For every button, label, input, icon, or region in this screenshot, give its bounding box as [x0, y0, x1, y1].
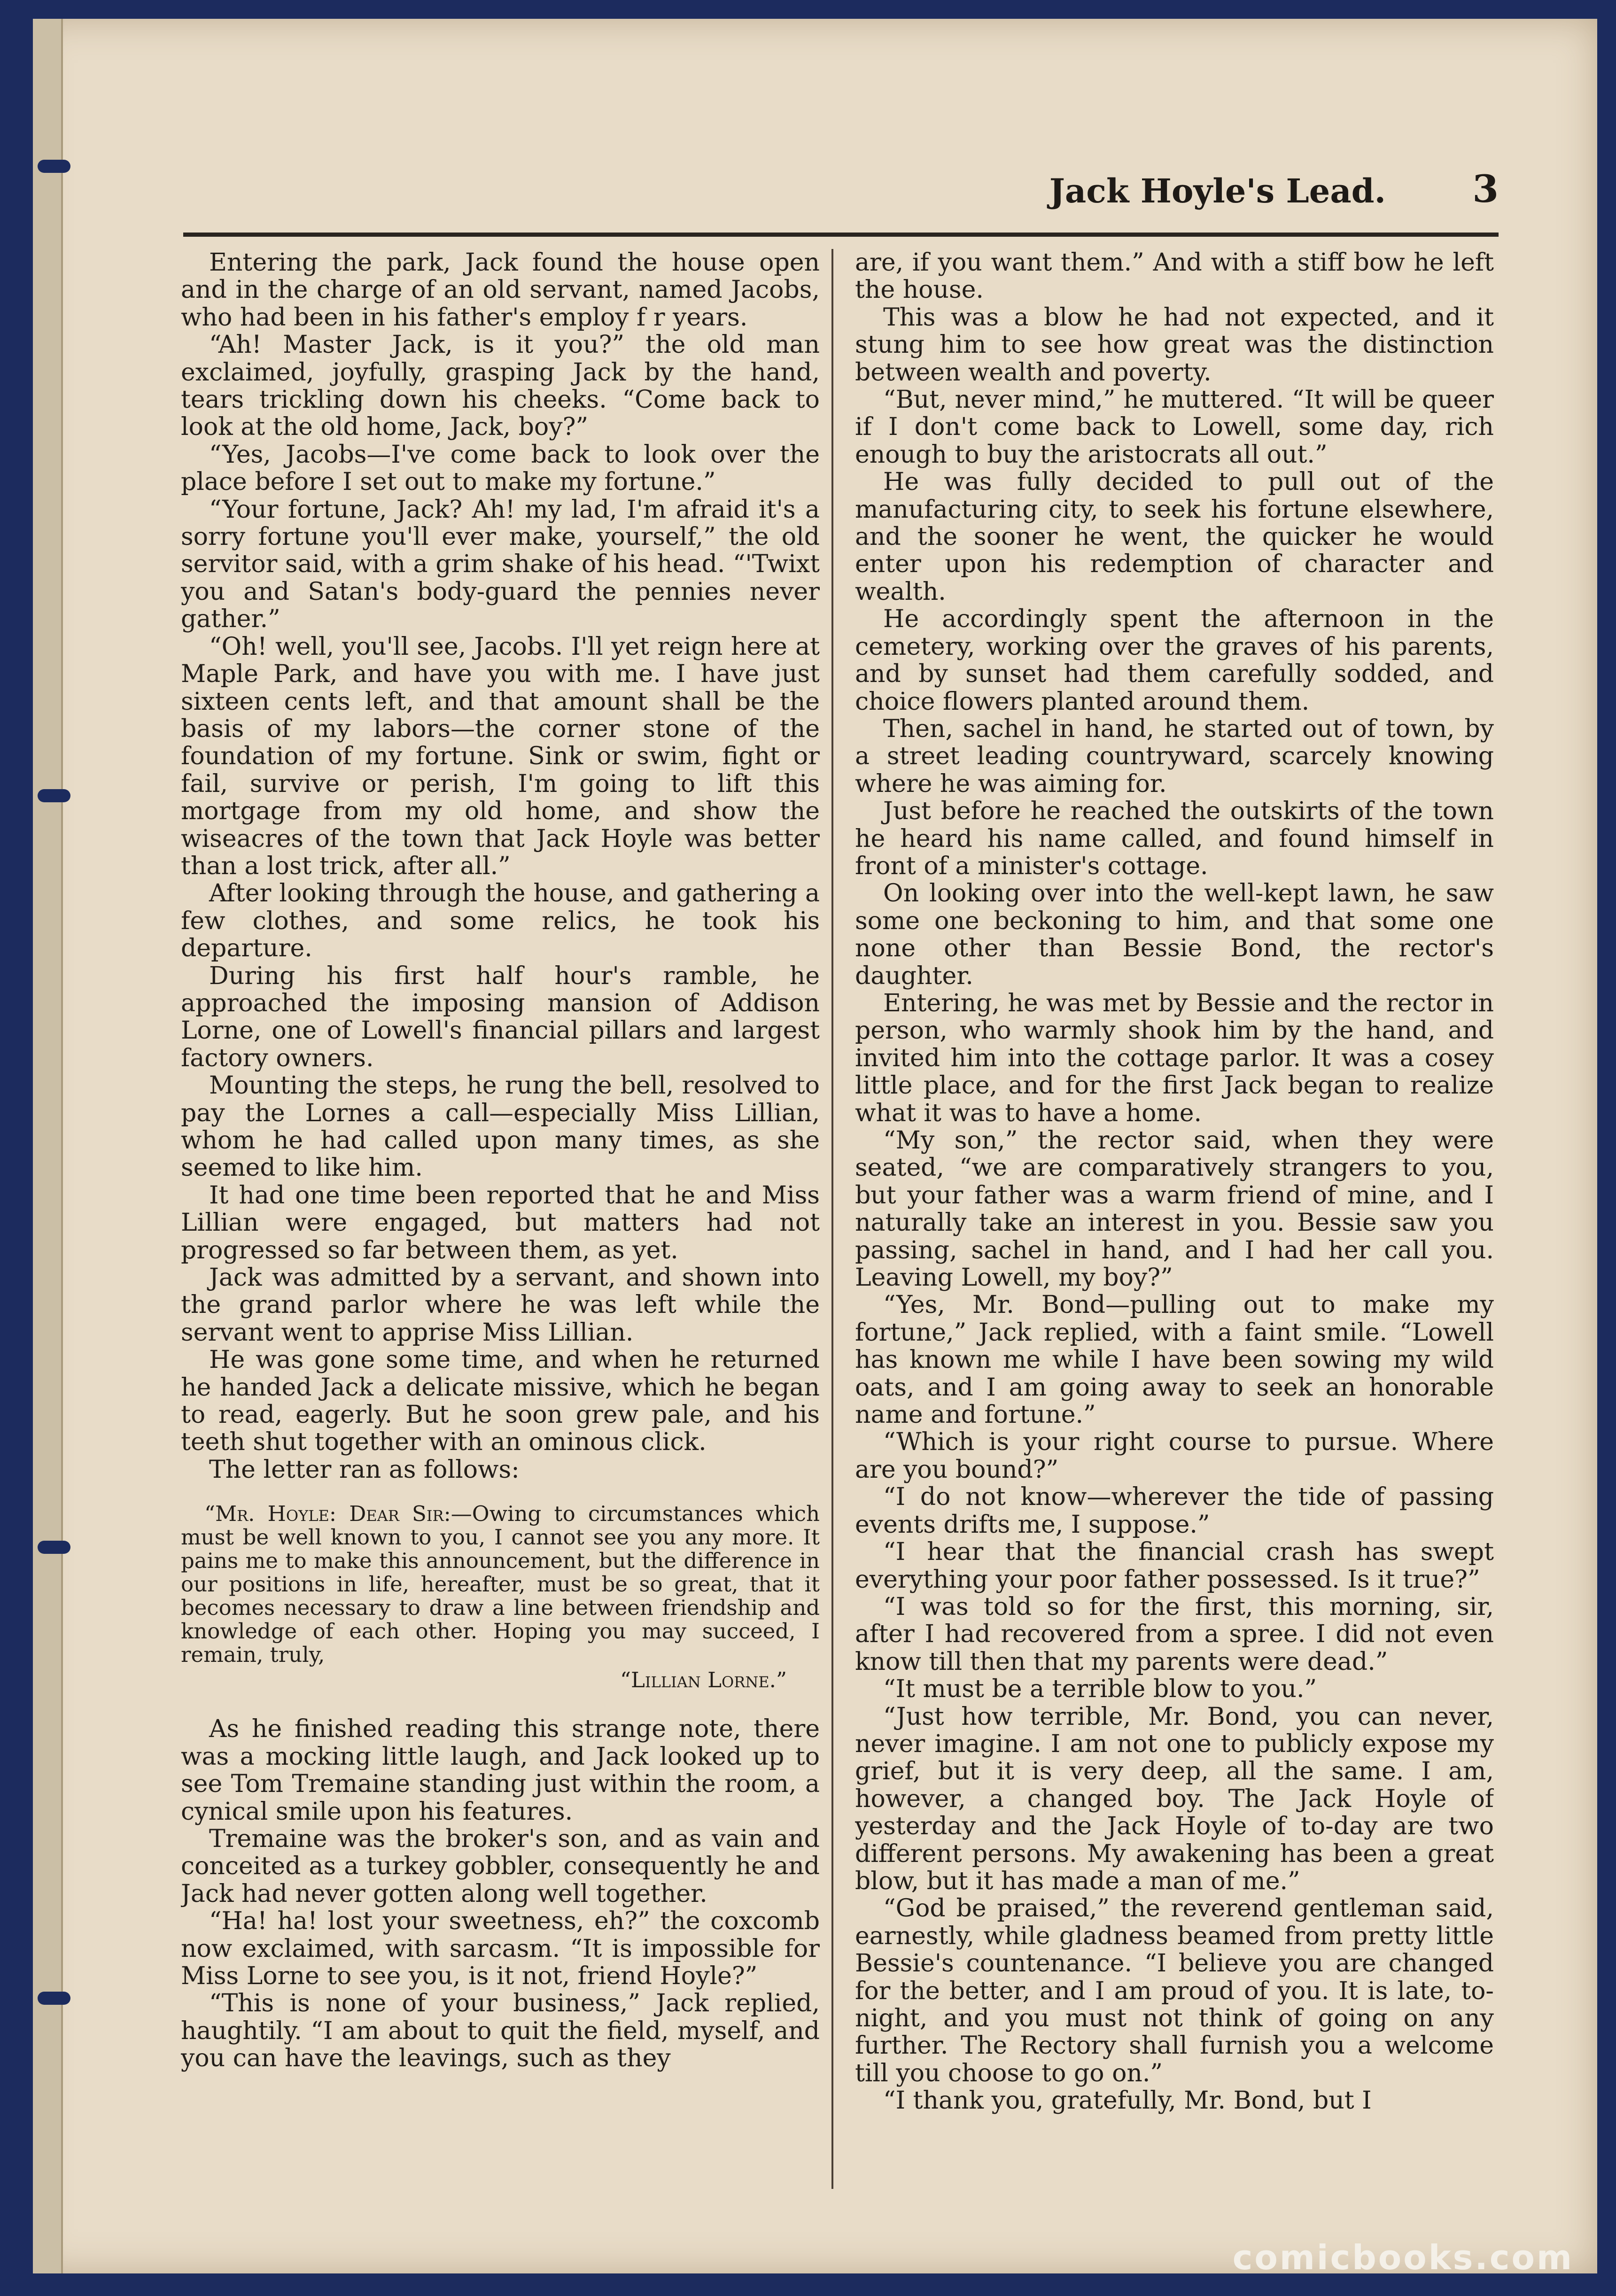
running-title: Jack Hoyle's Lead.	[1049, 171, 1386, 210]
letter-signature: “Lillian Lorne.”	[620, 1668, 787, 1693]
paragraph: “I thank you, gratefully, Mr. Bond, but I	[883, 2087, 1372, 2115]
left-paragraphs-after	[181, 1715, 820, 2072]
paragraph: It had one time been reported that he and Miss Lillian were engaged, but matters had not progressed so far between them, as yet.	[181, 1181, 820, 1264]
binding-stitch	[38, 789, 70, 802]
paragraph: “My son,” the rector said, when they were seated, “we are comparatively strangers to you, but your father was a warm friend of mine, and I naturally take an interest in you. Bessie saw you passing, sachel in hand, and I had her call you. Leaving Lowell, my boy?”	[855, 1126, 1494, 1292]
paragraph: Then, sachel in hand, he started out of town, by a street leading countryward, scarcely knowing where he was aiming for.	[855, 714, 1494, 798]
paragraph: After looking through the house, and gathering a few clothes, and some relics, he took his departure.	[181, 879, 820, 963]
binding-stitch	[38, 1992, 70, 2005]
left-column	[181, 249, 820, 2189]
paragraph: “Just how terrible, Mr. Bond, you can never, never imagine. I am not one to publicly expose my grief, but it is very deep, all the same. I am, however, a changed boy. The Jack Hoyle of yesterday and the Jack Hoyle of to-day are two different persons. My awakening has been a great blow, but it has made a man of me.”	[855, 1702, 1494, 1895]
quoted-letter	[181, 1502, 820, 1692]
paragraph: “God be praised,” the reverend gentleman said, earnestly, while gladness beamed from pretty little Bessie's countenance. “I believe you are changed for the better, and I am proud of you. It is late, to-night, and you must not think of going on any further. The Rectory shall furnish you a welcome till you choose to go on.”	[855, 1894, 1494, 2087]
right-column	[855, 249, 1494, 2189]
paragraph: He was fully decided to pull out of the manufacturing city, to seek his fortune elsewhere, and the sooner he went, the quicker he would enter upon his redemption of character and wealth.	[855, 468, 1494, 606]
paragraph: “Which is your right course to pursue. Where are you bound?”	[855, 1428, 1494, 1484]
paragraph: Just before he reached the outskirts of the town he heard his name called, and found himself in front of a minister's cottage.	[855, 797, 1494, 880]
letter-salutation: “Mr. Hoyle: Dear Sir:	[204, 1501, 451, 1527]
paragraph: “I do not know—wherever the tide of passing events drifts me, I suppose.”	[855, 1483, 1494, 1539]
binding-stitch	[38, 160, 70, 173]
paragraph-continued: are, if you want them.” And with a stiff bow he left the house.	[855, 249, 1494, 304]
left-paragraphs	[181, 249, 820, 1483]
paragraph: “Oh! well, you'll see, Jacobs. I'll yet reign here at Maple Park, and have you with me. I have just sixteen cents left, and that amount shall be the basis of my labors—the corner stone of the foundation of my fortune. Sink or swim, fight or fail, survive or perish, I'm going to lift this mortgage from my old home, and show the wiseacres of the town that Jack Hoyle was better than a lost trick, after all.”	[181, 632, 820, 880]
paragraph: “This is none of your business,” Jack replied, haughtily. “I am about to quit the field, myself, and you can have the leavings, such as they	[181, 1989, 820, 2073]
letter-text: —Owing to circumstances which must be well known to you, I cannot see you any more. It pains me to make this announcement, but the difference in our positions in life, hereafter, must be so great, that it becomes necessary to draw a line between friendship and knowledge of each other. Hoping you may succeed, I remain, truly,	[181, 1501, 820, 1668]
column-divider	[831, 249, 833, 2189]
paragraph: Entering the park, Jack found the house open and in the charge of an old servant, named Jacobs, who had been in his father's employ f r years.	[181, 249, 820, 332]
paragraph: During his first half hour's ramble, he approached the imposing mansion of Addison Lorne, one of Lowell's financial pillars and largest factory owners.	[181, 962, 820, 1072]
running-header	[183, 160, 1499, 230]
header-rule	[183, 233, 1499, 237]
binding-spine	[33, 19, 63, 2273]
paragraph: “Yes, Mr. Bond—pulling out to make my fortune,” Jack replied, with a faint smile. “Lowell has known me while I have been sowing my wild oats, and I am going away to seek an honorable name and fortune.”	[855, 1291, 1494, 1429]
paragraph: Jack was admitted by a servant, and shown into the grand parlor where he was left while the servant went to apprise Miss Lillian.	[181, 1264, 820, 1347]
paragraph: “It must be a terrible blow to you.”	[883, 1675, 1317, 1704]
paragraph: Mounting the steps, he rung the bell, resolved to pay the Lornes a call—especially Miss Lillian, whom he had called upon many times, as she seemed to like him.	[181, 1071, 820, 1182]
paragraph: On looking over into the well-kept lawn, he saw some one beckoning to him, and that some one none other than Bessie Bond, the rector's daughter.	[855, 879, 1494, 990]
paragraph: Entering, he was met by Bessie and the rector in person, who warmly shook him by the hand, and invited him into the cottage parlor. It was a cosey little place, and for the first Jack began to realize what it was to have a home.	[855, 989, 1494, 1127]
paragraph: The letter ran as follows:	[209, 1455, 520, 1484]
magazine-page	[33, 19, 1597, 2273]
paragraph: “I hear that the financial crash has swept everything your poor father possessed. Is it true?”	[855, 1538, 1494, 1594]
paragraph: “But, never mind,” he muttered. “It will be queer if I don't come back to Lowell, some day, rich enough to buy the aristocrats all out.”	[855, 386, 1494, 469]
site-watermark: comicbooks.com	[1232, 2238, 1574, 2277]
paragraph: He accordingly spent the afternoon in the cemetery, working over the graves of his parents, and by sunset had them carefully sodded, and choice flowers planted around them.	[855, 605, 1494, 716]
paragraph: He was gone some time, and when he returned he handed Jack a delicate missive, which he began to read, eagerly. But he soon grew pale, and his teeth shut together with an ominous click.	[181, 1346, 820, 1457]
binding-stitch	[38, 1541, 70, 1554]
page-number: 3	[1472, 167, 1499, 211]
paragraph: “I was told so for the first, this morning, sir, after I had recovered from a spree. I did not even know till then that my parents were dead.”	[855, 1592, 1494, 1676]
paragraph: Tremaine was the broker's son, and as vain and conceited as a turkey gobbler, consequently he and Jack had never gotten along well together.	[181, 1824, 820, 1908]
paragraph: This was a blow he had not expected, and it stung him to see how great was the distinction between wealth and poverty.	[855, 303, 1494, 387]
letter-body	[181, 1502, 820, 1667]
paragraph: “Yes, Jacobs—I've come back to look over the place before I set out to make my fortune.”	[181, 440, 820, 496]
paragraph: “Ha! ha! lost your sweetness, eh?” the coxcomb now exclaimed, with sarcasm. “It is impossible for Miss Lorne to see you, is it not, friend Hoyle?”	[181, 1907, 820, 1990]
paragraph: As he finished reading this strange note, there was a mocking little laugh, and Jack looked up to see Tom Tremaine standing just within the room, a cynical smile upon his features.	[181, 1715, 820, 1826]
paragraph: “Ah! Master Jack, is it you?” the old man exclaimed, joyfully, grasping Jack by the hand, tears trickling down his cheeks. “Come back to look at the old home, Jack, boy?”	[181, 331, 820, 442]
paragraph: “Your fortune, Jack? Ah! my lad, I'm afraid it's a sorry fortune you'll ever make, yourself,” the old servitor said, with a grim shake of his head. “'Twixt you and Satan's body-guard the pennies never gather.”	[181, 495, 820, 634]
